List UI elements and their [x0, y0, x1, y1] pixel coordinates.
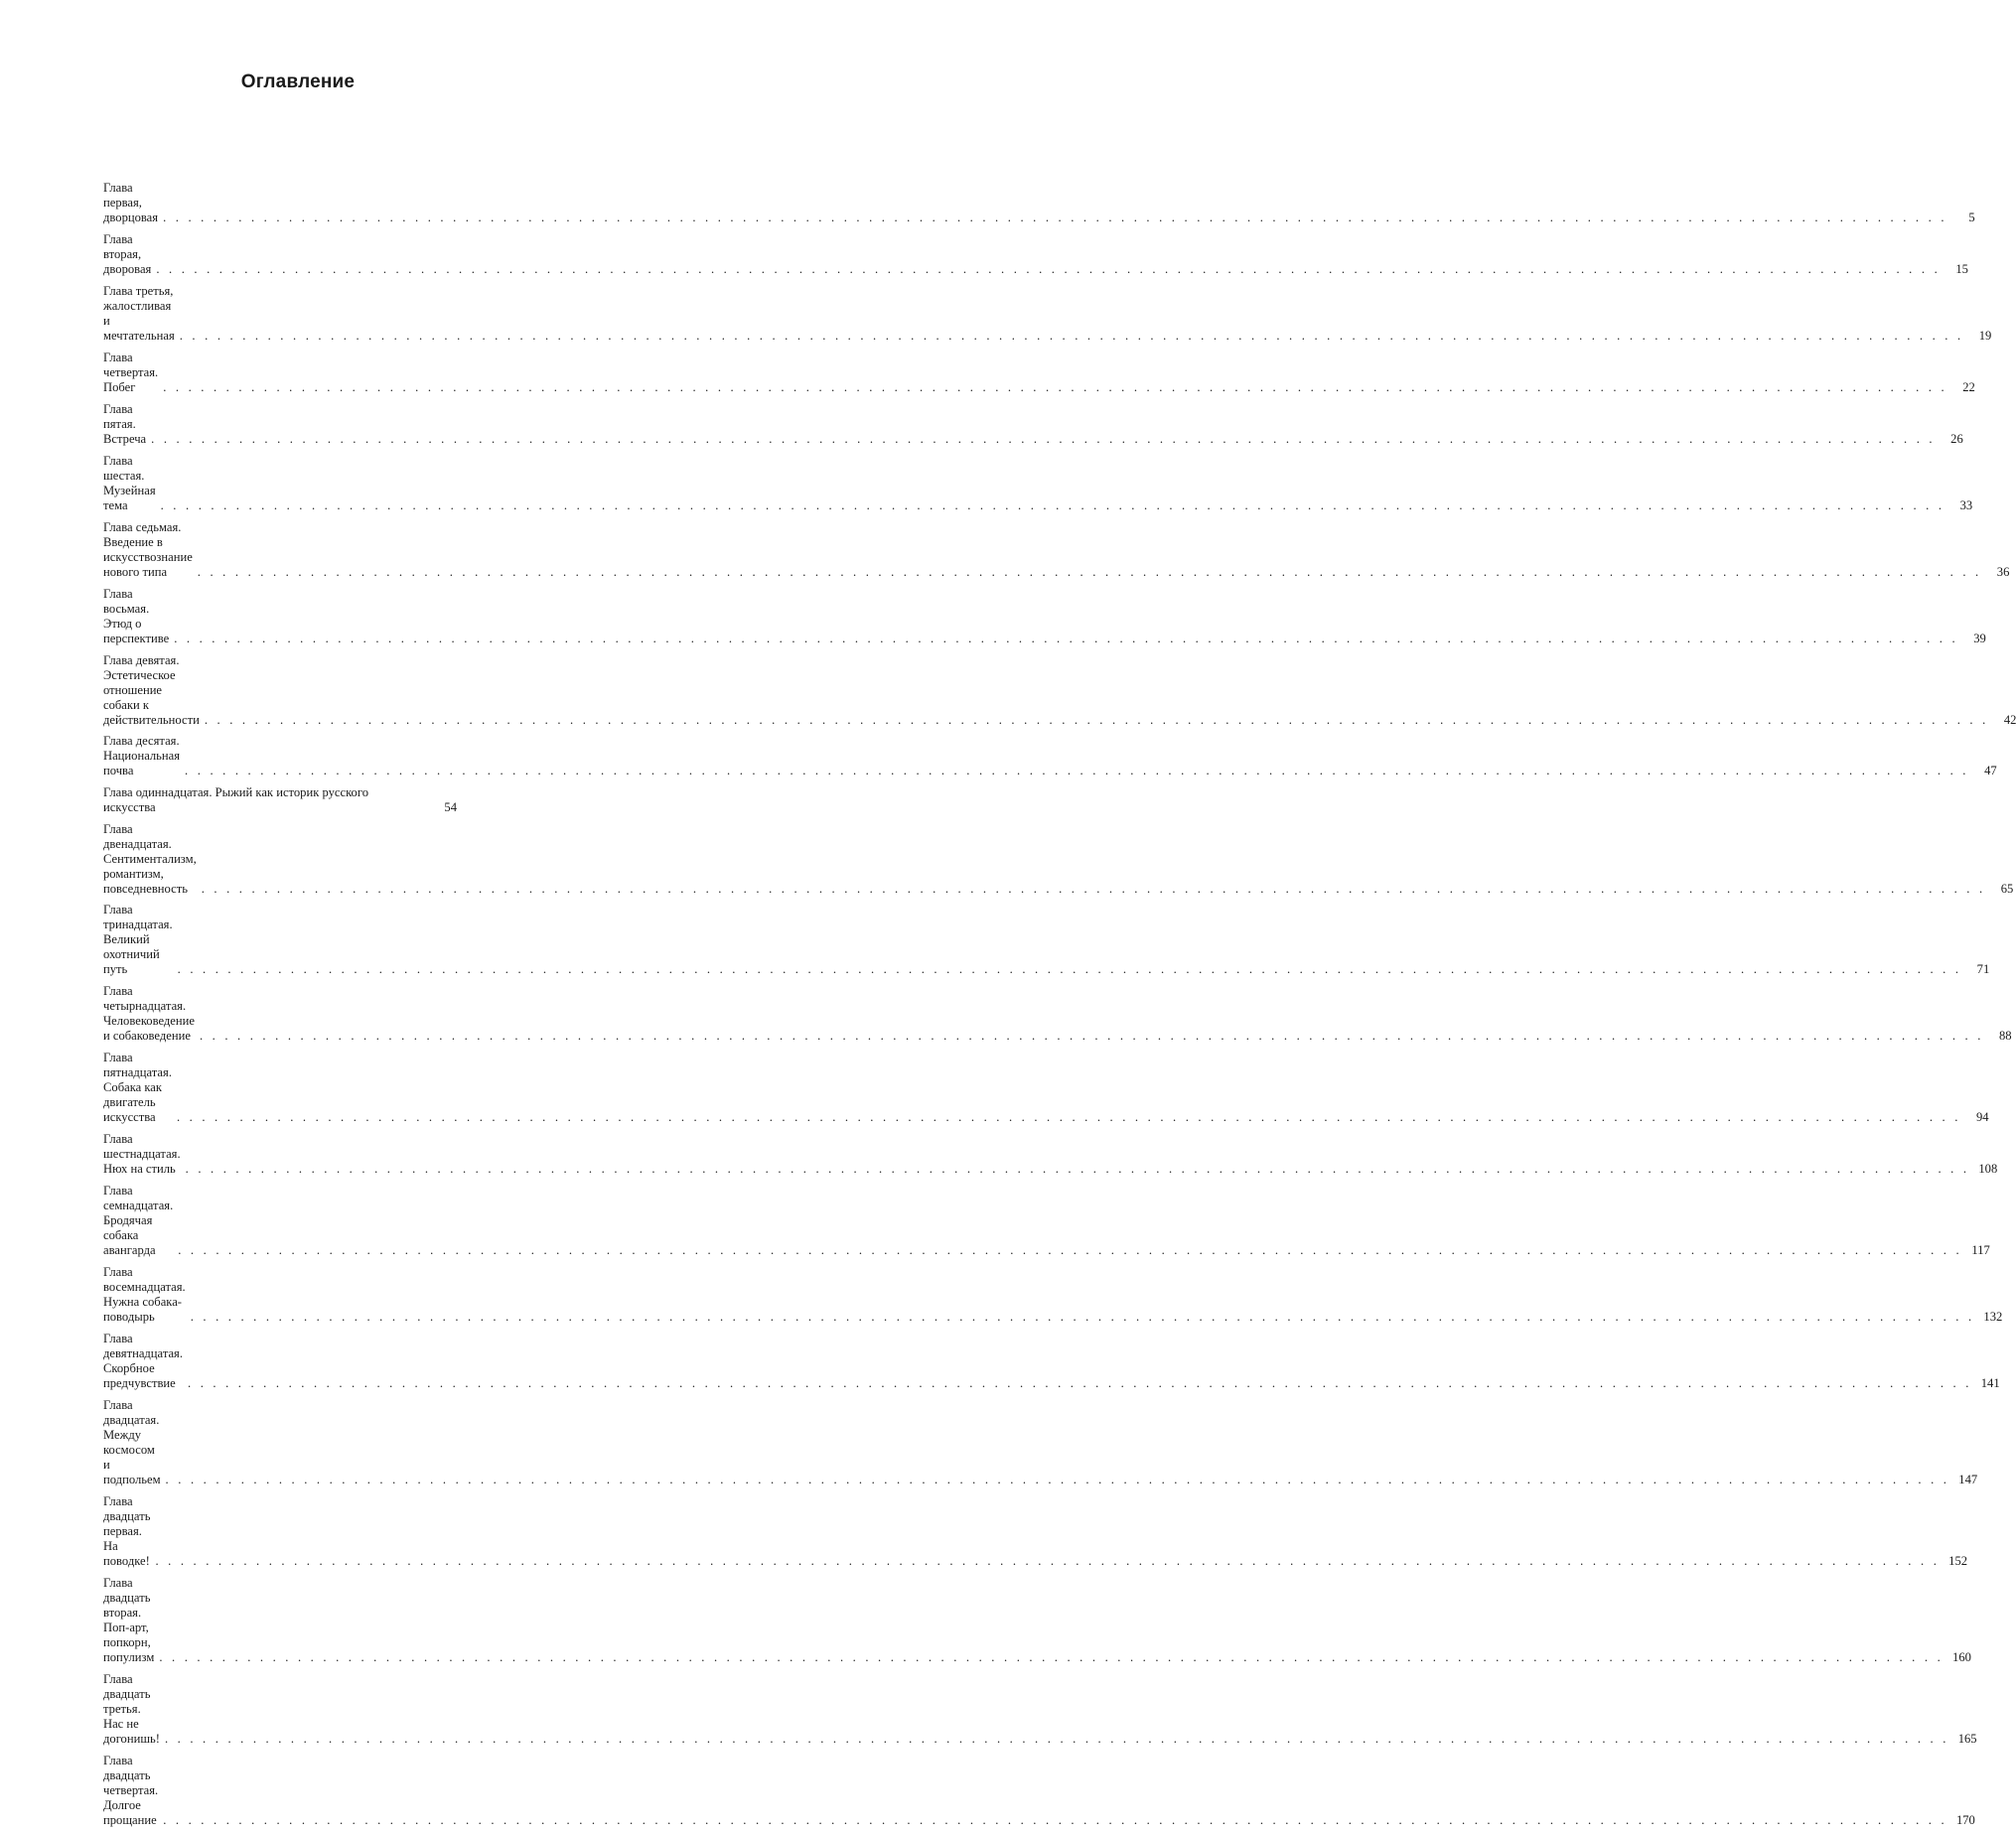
toc-entry-label: Глава двадцатая. Между космосом и подпольем	[103, 1398, 161, 1486]
toc-entry-label: Глава восемнадцатая. Нужна собака-поводырь	[103, 1265, 186, 1324]
toc-entry-label: Глава девятнадцатая. Скорбное предчувствие	[103, 1332, 184, 1390]
toc-entry-label: Глава шестнадцатая. Нюх на стиль	[103, 1132, 181, 1176]
toc-entry[interactable]	[103, 1332, 2000, 1391]
leader-dots	[165, 1732, 1949, 1747]
leader-dots	[166, 1473, 1950, 1487]
toc-entry-label: Глава двадцать вторая. Поп-арт, попкорн, популизм	[103, 1576, 155, 1664]
leader-dots	[198, 565, 1982, 580]
toc-entry[interactable]	[103, 984, 2012, 1044]
toc-entry-page: 5	[1968, 211, 1975, 224]
toc-entry[interactable]	[103, 587, 1986, 646]
leader-dots	[155, 1554, 1940, 1569]
leader-dots	[186, 1162, 1970, 1177]
leader-dots	[177, 1110, 1961, 1125]
toc-entry[interactable]	[103, 785, 457, 815]
toc-entry-page: 65	[2000, 882, 2014, 896]
toc-entry-page: 160	[1952, 1650, 1971, 1664]
toc-entry[interactable]	[103, 822, 2014, 897]
toc-entry-page: 36	[1996, 565, 2010, 579]
page-title: Оглавление	[240, 71, 356, 92]
toc-entry-page: 39	[1973, 632, 1986, 645]
table-of-contents	[103, 181, 2016, 1835]
leader-dots	[178, 962, 1962, 977]
toc-entry-label: Глава двадцать первая. На поводке!	[103, 1494, 151, 1568]
toc-entry[interactable]	[103, 734, 1997, 778]
leader-dots	[174, 632, 1958, 646]
leader-dots	[200, 1029, 1984, 1044]
toc-entry-label: Глава пятая. Встреча	[103, 402, 147, 446]
leader-dots	[156, 262, 1941, 277]
toc-entry-label: Глава седьмая. Введение в искусствознание нового типа	[103, 520, 193, 579]
toc-entry[interactable]	[103, 284, 1992, 344]
toc-entry-label: Глава пятнадцатая. Собака как двигатель искусства	[103, 1051, 172, 1124]
toc-entry[interactable]	[103, 1576, 1971, 1665]
toc-entry-page: 165	[1957, 1732, 1977, 1746]
leader-dots	[191, 1310, 1975, 1325]
toc-entry-page: 19	[1978, 329, 1992, 343]
toc-entry[interactable]	[103, 1398, 1978, 1487]
leader-dots	[188, 1376, 1972, 1391]
toc-entry-label: Глава четырнадцатая. Человековедение и собаковедение	[103, 984, 195, 1043]
toc-entry-page: 108	[1978, 1162, 1998, 1176]
toc-entry-label: Глава одиннадцатая. Рыжий как историк русского искусства	[103, 785, 369, 814]
toc-entry-page: 42	[2003, 713, 2016, 727]
toc-entry-label: Глава четвертая. Побег	[103, 351, 159, 394]
toc-entry-page: 15	[1955, 262, 1968, 276]
toc-entry[interactable]	[103, 454, 1973, 513]
toc-entry-label: Глава двенадцатая. Сентиментализм, романтизм, повседневность	[103, 822, 197, 896]
toc-entry-label: Глава третья, жалостливая и мечтательная	[103, 284, 175, 343]
leader-dots	[151, 432, 1936, 447]
toc-entry-page: 117	[1971, 1243, 1990, 1257]
toc-entry-page: 47	[1984, 764, 1997, 777]
leader-dots	[185, 764, 1969, 778]
toc-entry-page: 147	[1958, 1473, 1978, 1486]
toc-entry-label: Глава десятая. Национальная почва	[103, 734, 181, 777]
toc-entry-page: 54	[444, 800, 457, 814]
toc-entry[interactable]	[103, 653, 2016, 728]
toc-entry-page: 132	[1983, 1310, 2003, 1324]
toc-entry-page: 152	[1948, 1554, 1968, 1568]
toc-entry[interactable]	[103, 1672, 1977, 1747]
toc-entry[interactable]	[103, 1265, 2003, 1325]
leader-dots	[202, 882, 1986, 897]
leader-dots	[161, 498, 1945, 513]
toc-entry-label: Глава двадцать третья. Нас не догонишь!	[103, 1672, 160, 1746]
toc-entry-label: Глава вторая, дворовая	[103, 232, 152, 276]
leader-dots	[163, 380, 1947, 395]
leader-dots	[180, 329, 1964, 344]
toc-entry[interactable]	[103, 1184, 1990, 1258]
toc-entry-page: 71	[1976, 962, 1990, 976]
leader-dots	[178, 1243, 1962, 1258]
leader-dots	[163, 211, 1947, 225]
toc-entry[interactable]	[103, 232, 1968, 277]
toc-entry[interactable]	[103, 903, 1990, 977]
toc-entry-label: Глава восьмая. Этюд о перспективе	[103, 587, 170, 645]
toc-entry-label: Глава шестая. Музейная тема	[103, 454, 156, 512]
leader-dots	[205, 713, 1989, 728]
toc-entry-label: Глава семнадцатая. Бродячая собака авангарда	[103, 1184, 174, 1257]
toc-entry-page: 26	[1950, 432, 1963, 446]
toc-entry[interactable]	[103, 351, 1975, 395]
toc-entry-page: 88	[1998, 1029, 2012, 1043]
toc-entry-page: 22	[1962, 380, 1975, 394]
toc-entry[interactable]	[103, 520, 2010, 580]
leader-dots	[159, 1650, 1944, 1665]
toc-entry[interactable]	[103, 1132, 1998, 1177]
toc-entry-page: 33	[1959, 498, 1973, 512]
toc-entry-label: Глава девятая. Эстетическое отношение собаки к действительности	[103, 653, 200, 727]
toc-entry-page: 170	[1955, 1813, 1975, 1827]
toc-entry-page: 94	[1975, 1110, 1989, 1124]
toc-entry[interactable]	[103, 181, 1975, 225]
toc-entry-label: Глава первая, дворцовая	[103, 181, 159, 224]
toc-entry-page: 141	[1980, 1376, 2000, 1390]
toc-entry-label: Глава тринадцатая. Великий охотничий путь	[103, 903, 173, 976]
leader-dots	[163, 1813, 1947, 1828]
toc-entry[interactable]	[103, 1051, 1989, 1125]
toc-entry[interactable]	[103, 1754, 1975, 1828]
toc-entry-label: Глава двадцать четвертая. Долгое прощание	[103, 1754, 159, 1827]
toc-entry[interactable]	[103, 402, 1963, 447]
toc-entry[interactable]	[103, 1494, 1968, 1569]
